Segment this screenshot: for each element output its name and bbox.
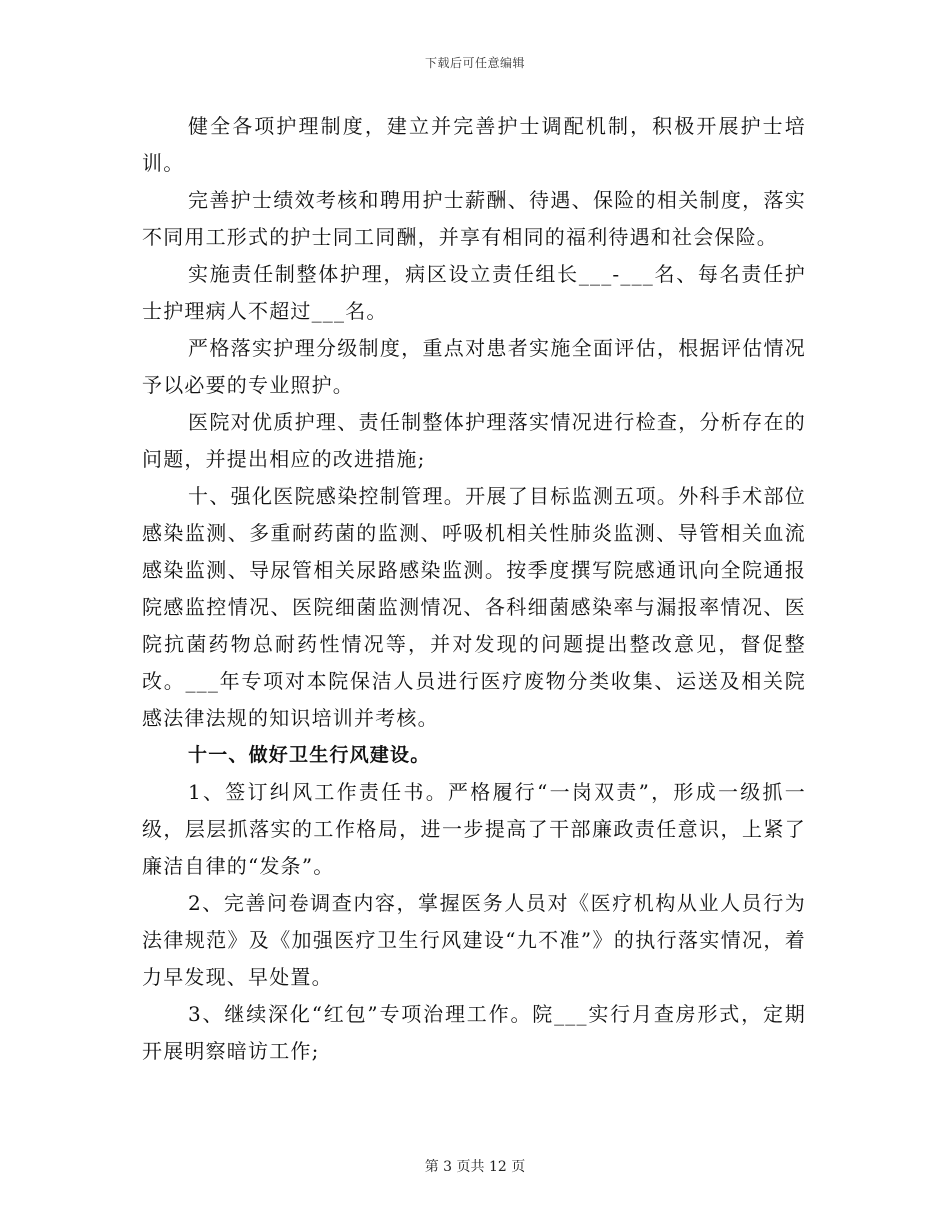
paragraph-nursing-grading: 严格落实护理分级制度，重点对患者实施全面评估，根据评估情况予以必要的专业照护。 [142,336,806,397]
paragraph-quality-inspection: 医院对优质护理、责任制整体护理落实情况进行检查，分析存在的问题，并提出相应的改进措施; [142,410,806,471]
paragraph-item-2: 2、完善问卷调查内容，掌握医务人员对《医疗机构从业人员行为法律规范》及《加强医疗卫生行风建设“九不准”》的执行落实情况，着力早发现、早处置。 [142,891,806,989]
paragraph-nurse-training: 健全各项护理制度，建立并完善护士调配机制，积极开展护士培训。 [142,114,806,175]
paragraph-item-1: 1、签订纠风工作责任书。严格履行“一岗双责”，形成一级抓一级，层层抓落实的工作格局，进一步提高了干部廉政责任意识，上紧了廉洁自律的“发条”。 [142,780,806,878]
paragraph-item-3: 3、继续深化“红包”专项治理工作。院___实行月查房形式，定期开展明察暗访工作; [142,1002,806,1063]
paragraph-infection-control: 十、强化医院感染控制管理。开展了目标监测五项。外科手术部位感染监测、多重耐药菌的监测、呼吸机相关性肺炎监测、导管相关血流感染监测、导尿管相关尿路感染监测。按季度撰写院感通讯向全院通报院感监控情况、医院细菌监测情况、各科细菌感染率与漏报率情况、医院抗菌药物总耐药性情况等，并对发现的问题提出整改意见，督促整改。___年专项对本院保洁人员进行医疗废物分类收集、运送及相关院感法律法规的知识培训并考核。 [142,484,806,730]
document-body [142,108,806,1070]
paragraph-nurse-performance: 完善护士绩效考核和聘用护士薪酬、待遇、保险的相关制度，落实不同用工形式的护士同工同酬，并享有相同的福利待遇和社会保险。 [142,188,806,249]
paragraph-responsibility-nursing: 实施责任制整体护理，病区设立责任组长___-___名、每名责任护士护理病人不超过___名。 [142,262,806,323]
page-header: 下载后可任意编辑 [424,56,525,70]
section-heading-conduct: 十一、做好卫生行风建设。 [188,744,431,766]
page-number: 第 3 页共 12 页 [424,1159,526,1175]
